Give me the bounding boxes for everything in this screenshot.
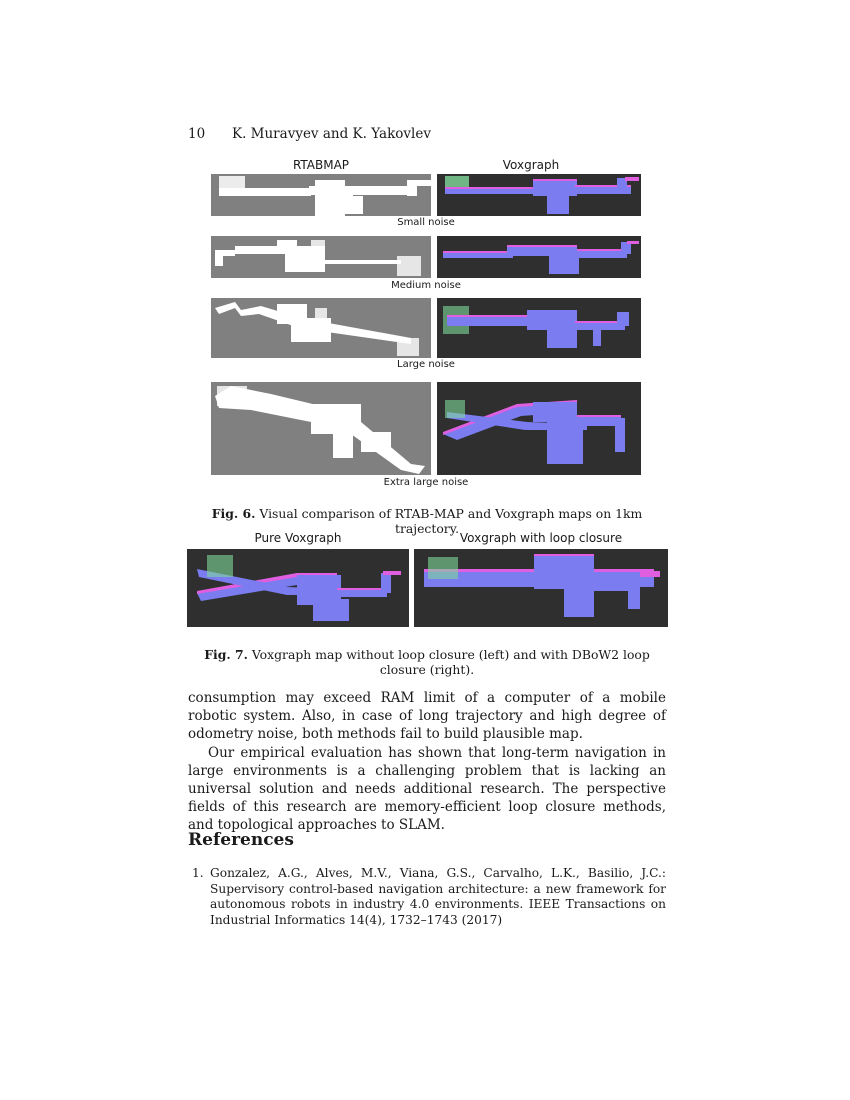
voxgraph-loop-closure-map: [414, 549, 668, 627]
fig6-label-medium-noise: Medium noise: [391, 280, 461, 291]
body-text: [188, 689, 666, 835]
fig7-title-pure-voxgraph: Pure Voxgraph: [254, 531, 342, 545]
fig6-caption-label: Fig. 6.: [211, 506, 256, 521]
fig6-label-large-noise: Large noise: [397, 359, 455, 370]
rtabmap-large-noise-map: [211, 298, 431, 358]
fig6-label-extra-large-noise: Extra large noise: [383, 477, 469, 488]
references-heading: References: [188, 830, 294, 850]
fig7-title-loop-closure: Voxgraph with loop closure: [459, 531, 623, 545]
fig6-title-voxgraph: Voxgraph: [502, 158, 560, 172]
fig7-caption: [188, 647, 666, 677]
reference-text: Gonzalez, A.G., Alves, M.V., Viana, G.S., Carvalho, L.K., Basilio, J.C.: Supervisory control-based navigation architecture: a new framework for autonomous robots in industry 4.0 environments. IEEE Transactions on Industrial Informatics 14(4), 1732–1743 (2017): [210, 866, 666, 927]
running-header: [188, 126, 431, 142]
fig6-caption-text: Visual comparison of RTAB-MAP and Voxgraph maps on 1km trajectory.: [255, 506, 643, 536]
rtabmap-extra-large-noise-map: [211, 382, 431, 475]
fig7-caption-text: Voxgraph map without loop closure (left) and with DBoW2 loop closure (right).: [247, 647, 650, 677]
page-number: 10: [188, 126, 206, 142]
body-paragraph-2: Our empirical evaluation has shown that long-term navigation in large environments is a challenging problem that is lacking an universal solution and needs additional research. The perspective fields of this research are memory-efficient loop closure methods, and topological approaches to SLAM.: [188, 744, 666, 834]
reference-item: [188, 866, 666, 928]
body-paragraph-1: consumption may exceed RAM limit of a computer of a mobile robotic system. Also, in case of long trajectory and high degree of odometry noise, both methods fail to build plausible map.: [188, 690, 666, 743]
fig6-title-rtabmap: RTABMAP: [292, 158, 350, 172]
running-authors: K. Muravyev and K. Yakovlev: [232, 126, 431, 142]
pure-voxgraph-map: [187, 549, 409, 627]
reference-number: 1.: [192, 866, 204, 880]
voxgraph-small-noise-map: [437, 174, 641, 216]
voxgraph-extra-large-noise-map: [437, 382, 641, 475]
voxgraph-large-noise-map: [437, 298, 641, 358]
voxgraph-medium-noise-map: [437, 236, 641, 278]
fig7-caption-label: Fig. 7.: [204, 647, 248, 662]
rtabmap-small-noise-map: [211, 174, 431, 216]
rtabmap-medium-noise-map: [211, 236, 431, 278]
fig6-label-small-noise: Small noise: [397, 217, 455, 228]
